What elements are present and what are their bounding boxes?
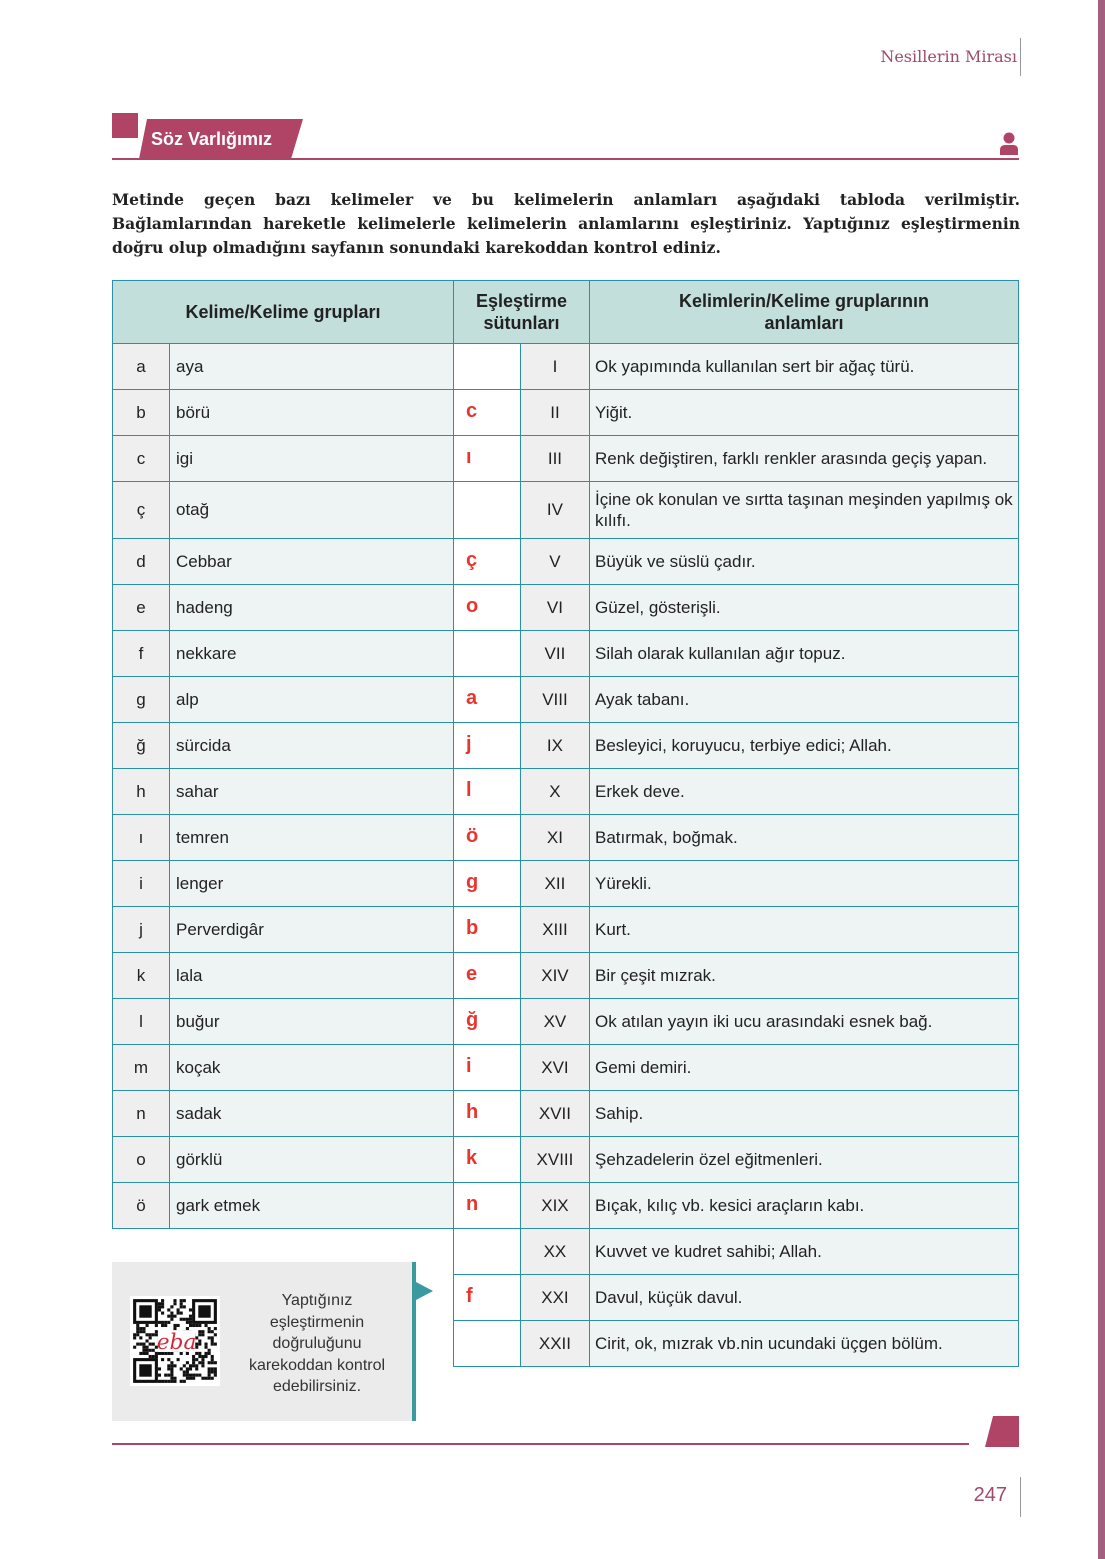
- row-letter: ı: [113, 815, 170, 861]
- table-row: [113, 1091, 1019, 1137]
- arrow-right-icon: [416, 1282, 433, 1300]
- row-letter: k: [113, 953, 170, 999]
- row-roman: X: [520, 769, 589, 815]
- table-row: [113, 1183, 1019, 1229]
- row-roman: V: [520, 539, 589, 585]
- row-word: lala: [170, 953, 454, 999]
- table-row: [113, 631, 1019, 677]
- table-row: [113, 344, 1019, 390]
- row-meaning: Renk değiştiren, farklı renkler arasında geçiş yapan.: [590, 436, 1019, 482]
- row-letter: o: [113, 1137, 170, 1183]
- row-roman: XXII: [520, 1321, 589, 1367]
- row-word: temren: [170, 815, 454, 861]
- table-row: [113, 1045, 1019, 1091]
- table-row: [113, 482, 1019, 539]
- row-word: hadeng: [170, 585, 454, 631]
- row-answer[interactable]: i: [454, 1045, 521, 1091]
- footer-divider: [1020, 1477, 1021, 1517]
- row-letter: g: [113, 677, 170, 723]
- row-word: Perverdigâr: [170, 907, 454, 953]
- row-word: buğur: [170, 999, 454, 1045]
- qr-code[interactable]: [130, 1296, 220, 1386]
- row-answer[interactable]: [454, 344, 521, 390]
- footer-rule: [112, 1443, 969, 1445]
- row-word: otağ: [170, 482, 454, 539]
- row-roman: XVII: [520, 1091, 589, 1137]
- row-letter: l: [113, 999, 170, 1045]
- row-word: lenger: [170, 861, 454, 907]
- header-divider: [1020, 38, 1021, 76]
- row-meaning: Bir çeşit mızrak.: [590, 953, 1019, 999]
- row-word: sahar: [170, 769, 454, 815]
- row-answer[interactable]: o: [454, 585, 521, 631]
- table-row: [113, 953, 1019, 999]
- row-answer[interactable]: j: [454, 723, 521, 769]
- row-answer[interactable]: b: [454, 907, 521, 953]
- row-answer[interactable]: [454, 1321, 521, 1367]
- row-meaning: Yürekli.: [590, 861, 1019, 907]
- row-roman: XV: [520, 999, 589, 1045]
- row-roman: XIX: [520, 1183, 589, 1229]
- row-answer[interactable]: h: [454, 1091, 521, 1137]
- table-row: [113, 539, 1019, 585]
- row-letter: n: [113, 1091, 170, 1137]
- header-words: Kelime/Kelime grupları: [113, 281, 454, 344]
- row-letter: e: [113, 585, 170, 631]
- row-answer[interactable]: c: [454, 390, 521, 436]
- table-row: [113, 999, 1019, 1045]
- row-letter: j: [113, 907, 170, 953]
- row-answer[interactable]: [454, 631, 521, 677]
- row-roman: VIII: [520, 677, 589, 723]
- row-answer[interactable]: ğ: [454, 999, 521, 1045]
- row-meaning: Ok yapımında kullanılan sert bir ağaç türü.: [590, 344, 1019, 390]
- row-letter: ö: [113, 1183, 170, 1229]
- row-word: igi: [170, 436, 454, 482]
- row-word: aya: [170, 344, 454, 390]
- user-icon: [999, 131, 1019, 155]
- row-letter: b: [113, 390, 170, 436]
- row-meaning: Büyük ve süslü çadır.: [590, 539, 1019, 585]
- row-meaning: Bıçak, kılıç vb. kesici araçların kabı.: [590, 1183, 1019, 1229]
- row-letter: m: [113, 1045, 170, 1091]
- row-letter: f: [113, 631, 170, 677]
- row-meaning: Ayak tabanı.: [590, 677, 1019, 723]
- row-meaning: Davul, küçük davul.: [590, 1275, 1019, 1321]
- row-word: Cebbar: [170, 539, 454, 585]
- section-marker: [112, 113, 138, 138]
- row-roman: XII: [520, 861, 589, 907]
- page-edge-bar: [1098, 0, 1105, 1559]
- section-title: Söz Varlığımız: [151, 129, 273, 149]
- row-meaning: Silah olarak kullanılan ağır topuz.: [590, 631, 1019, 677]
- table-row: [113, 390, 1019, 436]
- row-roman: XIV: [520, 953, 589, 999]
- row-answer[interactable]: [454, 1229, 521, 1275]
- row-roman: VII: [520, 631, 589, 677]
- row-meaning: Gemi demiri.: [590, 1045, 1019, 1091]
- eba-logo: eba: [156, 1329, 197, 1355]
- row-roman: IX: [520, 723, 589, 769]
- header-meanings: Kelimlerin/Kelime gruplarının anlamları: [590, 281, 1019, 344]
- row-meaning: Sahip.: [590, 1091, 1019, 1137]
- row-meaning: Kuvvet ve kudret sahibi; Allah.: [590, 1229, 1019, 1275]
- row-meaning: Cirit, ok, mızrak vb.nin ucundaki üçgen bölüm.: [590, 1321, 1019, 1367]
- row-word: gark etmek: [170, 1183, 454, 1229]
- table-row: [113, 677, 1019, 723]
- row-answer[interactable]: k: [454, 1137, 521, 1183]
- table-row: [113, 769, 1019, 815]
- row-roman: XVI: [520, 1045, 589, 1091]
- row-answer[interactable]: l: [454, 769, 521, 815]
- row-roman: II: [520, 390, 589, 436]
- row-meaning: İçine ok konulan ve sırtta taşınan meşinden yapılmış ok kılıfı.: [590, 482, 1019, 539]
- row-roman: XI: [520, 815, 589, 861]
- row-word: sadak: [170, 1091, 454, 1137]
- row-roman: XVIII: [520, 1137, 589, 1183]
- row-roman: XIII: [520, 907, 589, 953]
- row-meaning: Erkek deve.: [590, 769, 1019, 815]
- row-word: nekkare: [170, 631, 454, 677]
- row-roman: XX: [520, 1229, 589, 1275]
- matching-table: [112, 280, 1019, 1367]
- row-meaning: Güzel, gösterişli.: [590, 585, 1019, 631]
- row-word: görklü: [170, 1137, 454, 1183]
- table-row: [113, 585, 1019, 631]
- header-match: Eşleştirme sütunları: [454, 281, 590, 344]
- table-row: [113, 815, 1019, 861]
- row-answer[interactable]: ı: [454, 436, 521, 482]
- row-word: alp: [170, 677, 454, 723]
- running-title: Nesillerin Mirası: [880, 47, 1017, 66]
- table-row: [113, 861, 1019, 907]
- row-letter: c: [113, 436, 170, 482]
- qr-caption: Yaptığınız eşleştirmenin doğruluğunu karekoddan kontrol edebilirsiniz.: [248, 1292, 386, 1395]
- row-answer[interactable]: n: [454, 1183, 521, 1229]
- table-header: [113, 281, 1019, 344]
- row-roman: VI: [520, 585, 589, 631]
- row-letter: h: [113, 769, 170, 815]
- row-answer[interactable]: [454, 482, 521, 539]
- row-roman: I: [520, 344, 589, 390]
- footer-marker: [985, 1416, 1019, 1447]
- row-answer[interactable]: ö: [454, 815, 521, 861]
- table-row: [113, 723, 1019, 769]
- page-number: 247: [973, 1484, 1007, 1506]
- table-row: [113, 436, 1019, 482]
- row-roman: III: [520, 436, 589, 482]
- row-word: sürcida: [170, 723, 454, 769]
- row-word: börü: [170, 390, 454, 436]
- row-answer[interactable]: ç: [454, 539, 521, 585]
- row-meaning: Besleyici, koruyucu, terbiye edici; Allah.: [590, 723, 1019, 769]
- row-meaning: Şehzadelerin özel eğitmenleri.: [590, 1137, 1019, 1183]
- row-roman: XXI: [520, 1275, 589, 1321]
- section-rule: [112, 158, 1019, 160]
- row-letter: ğ: [113, 723, 170, 769]
- table-row: [113, 1137, 1019, 1183]
- row-word: koçak: [170, 1045, 454, 1091]
- row-letter: ç: [113, 482, 170, 539]
- row-letter: i: [113, 861, 170, 907]
- row-answer[interactable]: f: [454, 1275, 521, 1321]
- row-meaning: Ok atılan yayın iki ucu arasındaki esnek bağ.: [590, 999, 1019, 1045]
- instructions: Metinde geçen bazı kelimeler ve bu kelimelerin anlamları aşağıdaki tabloda verilmiştir. Bağlamlarından hareketle kelimelerle kelimelerin anlamlarını eşleştiriniz. Yaptığınız eşleştirmenin doğru olup olmadığını sayfanın sonundaki karekoddan kontrol ediniz.: [112, 190, 1020, 257]
- row-meaning: Batırmak, boğmak.: [590, 815, 1019, 861]
- table-row: [113, 907, 1019, 953]
- row-meaning: Kurt.: [590, 907, 1019, 953]
- row-answer[interactable]: g: [454, 861, 521, 907]
- row-meaning: Yiğit.: [590, 390, 1019, 436]
- row-roman: IV: [520, 482, 589, 539]
- row-answer[interactable]: a: [454, 677, 521, 723]
- row-letter: a: [113, 344, 170, 390]
- row-letter: d: [113, 539, 170, 585]
- row-answer[interactable]: e: [454, 953, 521, 999]
